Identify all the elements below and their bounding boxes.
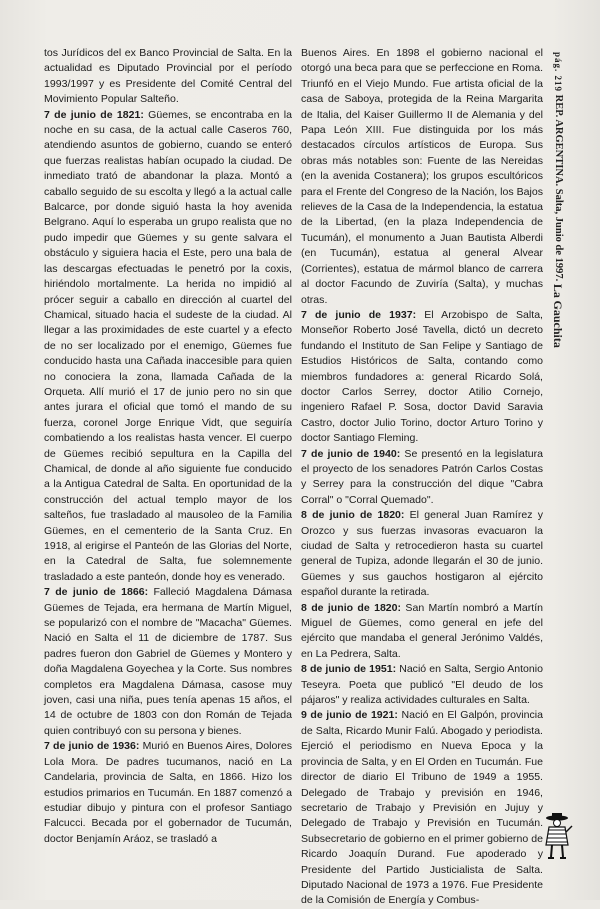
magazine-article: La	[551, 283, 565, 298]
entry-paragraph	[301, 46, 543, 308]
entry-text: El Arzobispo de Salta, Monseñor Roberto José Tavella, dictó un decreto fundando el Instituto de San Felipe y Santiago de Estudios Históricos de Salta, contando como miembros fundadores a: general Ricardo Solá, doctor Carlos Serrey, doctor Atilio Cornejo, ingeniero Rafael P. Sosa, doctor David Saravia Castro, doctor Julio Torino, doctor Arturo Torino y doctor Santiago Fleming.	[301, 308, 543, 445]
entry-text: Murió en Buenos Aires, Dolores Lola Mora. De padres tucumanos, nació en La Candelaria, provincia de Salta, en 1866. Hizo los estudios primarios en Tucumán. En 1887 comenzó a estudiar dibujo y pintura con el profesor Santiago Falcucci. Becada por el gobernador de Tucumán, doctor Benjamín Aráoz, se trasladó a	[44, 740, 292, 845]
entry-paragraph	[301, 508, 543, 600]
entry-paragraph	[301, 447, 543, 509]
entry-text: Nació en Salta, Sergio Antonio Teseyra. Poeta que publicó "El deudo de los pájaros" y realiza actividades culturales en Salta.	[301, 663, 543, 707]
entry-date: 8 de junio de 1951:	[301, 663, 397, 676]
entry-text: San Martín nombró a Martín Miguel de Güemes, como general en jefe del ejército que mandaba el general Jerónimo Valdés, en La Pedrera, Salta.	[301, 601, 543, 660]
page-number: pág. 219	[553, 52, 563, 93]
entry-text: Nació en El Galpón, provincia de Salta, Ricardo Munir Falú. Abogado y periodista. Ejerció el periodismo en Nueva Epoca y la provincia de Salta, y en El Orden en Tucumán. Fue director de diario El Tribuno de 1949 a 1955. Delegado de Trabajo y previsión en 1946, secretario de Trabajo y Previsión en Jujuy y Delegado de Trabajo y Previsión en Tucumán. Subsecretario de gobierno en el primer gobierno de Ricardo Joaquín Durand. Fue apoderado y Presidente del Partido Justicialista de Salta. Diputado Nacional de 1973 a 1976. Fue Presidente de la Comisión de Energía y Combus-	[301, 709, 543, 907]
left-column	[44, 46, 292, 847]
entry-paragraph	[44, 46, 292, 108]
entry-paragraph	[301, 308, 543, 447]
page-sidebar	[548, 52, 572, 432]
entry-date: 7 de junio de 1940:	[301, 447, 401, 460]
entry-paragraph	[301, 708, 543, 908]
entry-date: 9 de junio de 1921:	[301, 709, 398, 722]
entry-date: 7 de junio de 1821:	[44, 108, 144, 121]
gaucho-figure-icon	[540, 812, 574, 862]
entry-text: Güemes, se encontraba en la noche en su casa, de la actual calle Caseros 760, atendiendo asuntos de gobierno, cuando se enteró que fuerzas realistas habían ocupado la ciudad. De inmediato trató de abandonar la plaza. Montó a caballo seguido de su escolta y llegó a la actual calle Balcarce, por donde siguió hasta la hoy avenida Belgrano. Aquí lo esperaba un grupo realista que no pudo impedir que Güemes y su gente salvara el obstáculo y siguiera hacia el Este, pero una bala de las descargas efectuadas le penetró por la coxis, hiriéndolo mortalmente. La herida no impidió al prócer seguir a caballo en dirección al cuartel del Chamical, situado hacia el sudeste de la ciudad. Al llegar a las proximidades de este cuartel y a efecto de no ser localizado por el enemigo, Güemes fue conducido hasta una Cañada inaccesible para quien no conociera la zona, llamada Cañada de la Orqueta. Allí murió el 17 de junio pero no sin que antes jurara el oficial que tomó el mando de su fuerza, coronel Jorge Enrique Vidt, que seguiría combatiendo a los realistas hasta vencer. El cuerpo de Güemes recibió sepultura en la Capilla del Chamical, de donde al año siguiente fue conducido a la Antigua Catedral de Salta. En oportunidad de la construcción del actual templo mayor de los salteños, fue trasladado al mausoleo de la Familia Güemes, en el cementerio de la Santa Cruz. En 1918, al erigirse el Panteón de las Glorias del Norte, en la Catedral de Salta, fue solemnemente trasladado a este panteón, donde hoy es venerado.	[44, 108, 293, 583]
right-column	[301, 46, 543, 909]
entry-text: Se presentó en la legislatura el proyecto de los senadores Patrón Carlos Costas y Serrey para la construcción del dique "Cabra Corral" o "Corral Quemado".	[301, 447, 543, 506]
entry-text: Buenos Aires. En 1898 el gobierno nacional el otorgó una beca para que se perfeccione en Roma. Triunfó en el Viejo Mundo. Fue artista oficial de la casa de Saboya, protegida de la Reina Margarita de Italia, del Kaiser Guillermo II de Alemania y del Papa León XIII. Fue distinguida por los más destacados círculos artísticos de Europa. Sus obras más notables son: Fuente de las Nereidas (en la avenida Costanera); los grupos escultóricos para el Frente del Congreso de la Nación, los Bajos relieves de la Casa de la Independencia, la estatua de la Libertad, (en la plaza Independencia de Tucumán), el monumento a Juan Bautista Alberdi (en Tucumán), estatua al general Alvear (Corrientes), estatua de mármol blanco de carrera al doctor Facundo de Zuviría (Salta), y muchas otras.	[301, 47, 543, 306]
entry-date: 7 de junio de 1936:	[44, 740, 140, 753]
entry-date: 8 de junio de 1820:	[301, 601, 402, 614]
entry-paragraph	[301, 662, 543, 708]
entry-date: 7 de junio de 1937:	[301, 308, 417, 321]
entry-date: 7 de junio de 1866:	[44, 586, 149, 599]
entry-text: El general Juan Ramírez y Orozco y sus fuerzas invasoras evacuaron la ciudad de Salta y retrocedieron hasta su cuartel general de Tupiza, adonde llegarán el 30 de junio. Güemes y sus gauchos hostigaron al ejército español durante la retirada.	[301, 509, 543, 599]
entry-paragraph	[44, 585, 292, 739]
sidebar-vertical-text	[551, 52, 565, 348]
entry-text: Falleció Magdalena Dámasa Güemes de Tejada, era hermana de Martín Miguel, se popularizó con el nombre de "Macacha" Güemes. Nació en Salta el 11 de diciembre de 1787. Sus padres fueron don Gabriel de Güemes y Montero y doña Magdalena Goyechea y la Corte. Sus nombres completos era Magdalena Dámasa, casose muy joven, casi una niña, pues tenía apenas 15 años, el 14 de octubre de 1803 con don Román de Tejada quien contribuyó con su persona y bienes.	[44, 586, 292, 737]
entry-paragraph	[44, 739, 292, 847]
entry-paragraph	[301, 601, 543, 663]
entry-paragraph	[44, 108, 292, 586]
publication-line: REP. ARGENTINA. Salta, Junio de 1997.	[553, 94, 564, 282]
entry-date: 8 de junio de 1820:	[301, 509, 405, 522]
magazine-name: Gauchita	[551, 300, 565, 348]
entry-text: tos Jurídicos del ex Banco Provincial de Salta. En la actualidad es Diputado Provincial por el período 1993/1997 y es Presidente del Comité Central del Movimiento Popular Salteño.	[44, 47, 292, 106]
